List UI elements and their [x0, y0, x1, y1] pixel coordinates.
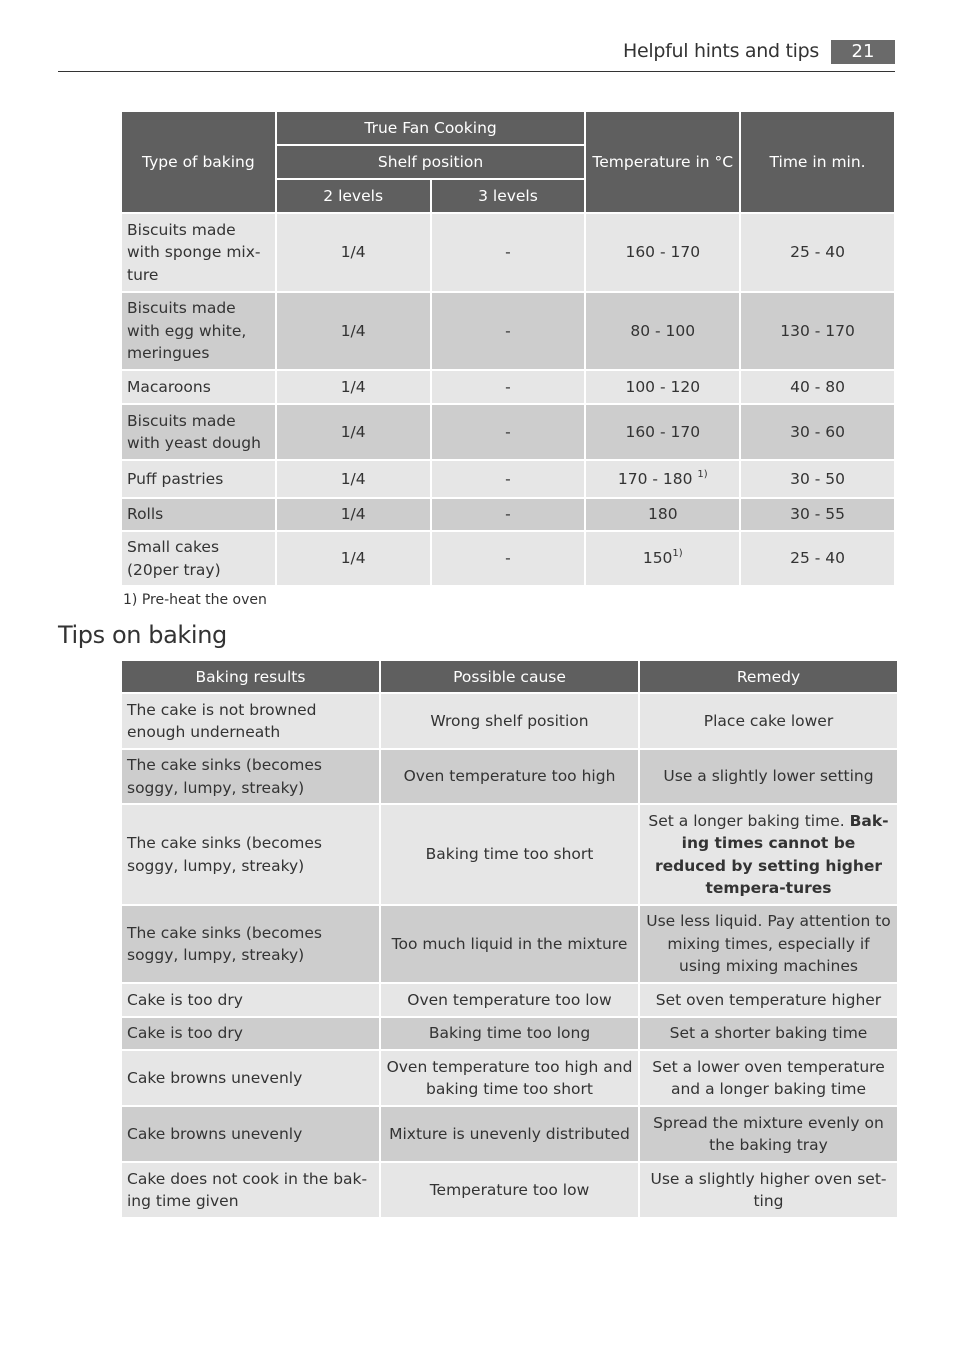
header-3-levels: 3 levels: [432, 180, 585, 212]
remedy-text: Set oven temperature higher: [655, 990, 882, 1009]
cell-2-levels: 1/4: [277, 214, 430, 291]
cell-type: Macaroons: [122, 371, 275, 403]
header-type-of-baking: Type of baking: [122, 112, 275, 212]
cell-time: 30 - 50: [741, 461, 894, 497]
cell-temperature: [586, 461, 739, 497]
cell-temperature: [586, 405, 739, 459]
cell-cause: Baking time too long: [381, 1018, 638, 1049]
temp-value: 160 - 170: [625, 243, 701, 262]
header-remedy: Remedy: [640, 661, 897, 692]
cell-remedy: [640, 1051, 897, 1105]
cell-2-levels: 1/4: [277, 461, 430, 497]
remedy-text: Set a longer baking time.: [648, 811, 850, 830]
table-row: [122, 371, 894, 403]
cell-remedy: [640, 1018, 897, 1049]
header-true-fan-cooking: True Fan Cooking: [277, 112, 585, 144]
cell-temperature: [586, 532, 739, 585]
cell-cause: Wrong shelf position: [381, 694, 638, 748]
cell-cause: Too much liquid in the mixture: [381, 906, 638, 982]
cell-temperature: [586, 214, 739, 291]
table-row: [122, 461, 894, 497]
cell-type: Puff pastries: [122, 461, 275, 497]
table-row: [122, 1018, 897, 1049]
cell-2-levels: 1/4: [277, 371, 430, 403]
cell-time: 30 - 60: [741, 405, 894, 459]
cell-remedy: [640, 750, 897, 803]
header-2-levels: 2 levels: [277, 180, 430, 212]
temp-value: 180: [647, 505, 678, 524]
header-time: Time in min.: [741, 112, 894, 212]
cell-remedy: [640, 984, 897, 1016]
cell-result: The cake sinks (becomes soggy, lumpy, streaky): [122, 805, 379, 904]
cell-3-levels: -: [432, 461, 585, 497]
header-baking-results: Baking results: [122, 661, 379, 692]
cell-cause: Mixture is unevenly distributed: [381, 1107, 638, 1161]
cell-remedy: [640, 1163, 897, 1217]
table-row: [122, 906, 897, 982]
remedy-text: Set a lower oven temperature and a longer baking time: [652, 1057, 885, 1098]
cell-result: The cake is not browned enough underneath: [122, 694, 379, 748]
cell-result: The cake sinks (becomes soggy, lumpy, streaky): [122, 750, 379, 803]
cell-time: 130 - 170: [741, 293, 894, 369]
cell-time: 40 - 80: [741, 371, 894, 403]
remedy-text: Place cake lower: [703, 711, 834, 730]
table-row: [122, 214, 894, 291]
cell-cause: Oven temperature too high and baking time too short: [381, 1051, 638, 1105]
temp-footnote: 1): [672, 548, 683, 560]
table-row: [122, 750, 897, 803]
cell-type: Biscuits made with sponge mix-ture: [122, 214, 275, 291]
baking-table: [120, 110, 896, 587]
cell-cause: Baking time too short: [381, 805, 638, 904]
temp-footnote: 1): [697, 468, 708, 480]
table-row: [122, 694, 897, 748]
remedy-text: Spread the mixture evenly on the baking tray: [653, 1113, 884, 1154]
temp-value: 150: [642, 549, 673, 568]
table-footnote: 1) Pre-heat the oven: [123, 592, 267, 608]
cell-2-levels: 1/4: [277, 499, 430, 530]
table-row: [122, 1051, 897, 1105]
cell-temperature: [586, 293, 739, 369]
table-row: [122, 293, 894, 369]
cell-temperature: [586, 371, 739, 403]
cell-type: Small cakes (20per tray): [122, 532, 275, 585]
cell-time: 30 - 55: [741, 499, 894, 530]
cell-result: Cake does not cook in the bak-ing time given: [122, 1163, 379, 1217]
temp-value: 160 - 170: [625, 422, 701, 441]
header-possible-cause: Possible cause: [381, 661, 638, 692]
table-row: [122, 1163, 897, 1217]
cell-remedy: [640, 805, 897, 904]
cell-2-levels: 1/4: [277, 293, 430, 369]
cell-3-levels: -: [432, 532, 585, 585]
header-shelf-position: Shelf position: [277, 146, 585, 178]
cell-2-levels: 1/4: [277, 405, 430, 459]
cell-3-levels: -: [432, 371, 585, 403]
header-temperature: Temperature in °C: [586, 112, 739, 212]
page-number: 21: [831, 40, 895, 64]
cell-result: Cake is too dry: [122, 984, 379, 1016]
cell-type: Biscuits made with yeast dough: [122, 405, 275, 459]
tips-table: [120, 659, 899, 1219]
remedy-text: Set a shorter baking time: [669, 1024, 868, 1043]
table-row: [122, 499, 894, 530]
cell-result: Cake is too dry: [122, 1018, 379, 1049]
cell-cause: Oven temperature too high: [381, 750, 638, 803]
cell-time: 25 - 40: [741, 532, 894, 585]
cell-temperature: [586, 499, 739, 530]
cell-3-levels: -: [432, 405, 585, 459]
remedy-text: Use less liquid. Pay attention to mixing times, especially if using mixing machines: [646, 912, 891, 976]
cell-result: Cake browns unevenly: [122, 1107, 379, 1161]
remedy-text: Use a slightly higher oven set-ting: [650, 1169, 887, 1210]
cell-remedy: [640, 694, 897, 748]
temp-value: 80 - 100: [630, 321, 696, 340]
cell-result: The cake sinks (becomes soggy, lumpy, streaky): [122, 906, 379, 982]
cell-2-levels: 1/4: [277, 532, 430, 585]
cell-3-levels: -: [432, 499, 585, 530]
page-header: [58, 38, 895, 72]
remedy-bold-text: Bak-ing times cannot be reduced by setting higher tempera-tures: [654, 811, 889, 897]
cell-cause: Oven temperature too low: [381, 984, 638, 1016]
temp-value: 170 - 180: [617, 469, 698, 488]
table-row: [122, 1107, 897, 1161]
cell-3-levels: -: [432, 214, 585, 291]
table-row: [122, 984, 897, 1016]
table-row: [122, 405, 894, 459]
temp-value: 100 - 120: [625, 377, 701, 396]
header-title: Helpful hints and tips: [623, 40, 819, 62]
cell-result: Cake browns unevenly: [122, 1051, 379, 1105]
cell-3-levels: -: [432, 293, 585, 369]
cell-time: 25 - 40: [741, 214, 894, 291]
cell-remedy: [640, 1107, 897, 1161]
section-title: Tips on baking: [58, 621, 227, 649]
cell-remedy: [640, 906, 897, 982]
table-row: [122, 805, 897, 904]
cell-type: Biscuits made with egg white, meringues: [122, 293, 275, 369]
table-row: [122, 532, 894, 585]
remedy-text: Use a slightly lower setting: [663, 767, 874, 786]
cell-type: Rolls: [122, 499, 275, 530]
cell-cause: Temperature too low: [381, 1163, 638, 1217]
